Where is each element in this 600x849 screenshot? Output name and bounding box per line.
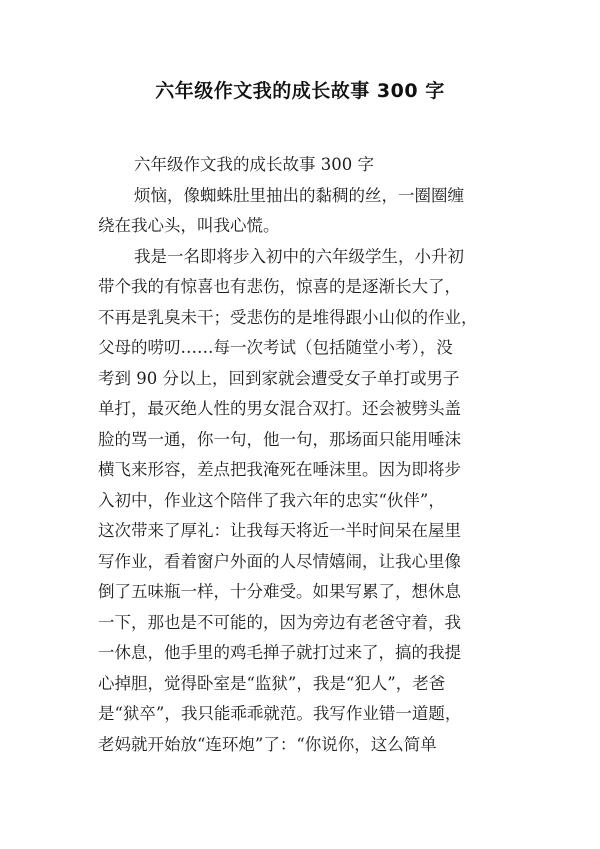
text-line: 烦恼，像蜘蛛肚里抽出的黏稠的丝，一圈圈缠 (134, 185, 464, 205)
text-line: 入初中，作业这个陪伴了我六年的忠实“伙伴”， (98, 490, 445, 510)
text-line: 单打，最灭绝人性的男女混合双打。还会被劈头盖 (98, 399, 461, 418)
text-line: 脸的骂一通，你一句，他一句，那场面只能用唾沫 (98, 429, 461, 449)
text-line: 这次带来了厚礼：让我每天将近一半时间呆在屋里 (98, 521, 461, 540)
text-line: 父母的唠叨……每一次考试（包括随堂小考），没 (98, 338, 453, 357)
text-line: 老妈就开始放“连环炮”了：“你说你，这么简单 (98, 734, 437, 754)
text-line: 带个我的有惊喜也有悲伤，惊喜的是逐渐长大了， (98, 277, 461, 296)
text-line: 一下，那也是不可能的，因为旁边有老爸守着，我 (98, 612, 461, 632)
text-line: 不再是乳臭未干；受悲伤的是堆得跟小山似的作业， (98, 307, 478, 327)
document-body (98, 150, 518, 760)
text-line: 绕在我心头，叫我心慌。 (98, 216, 280, 235)
text-line: 写作业，看着窗户外面的人尽情嬉闹，让我心里像 (98, 551, 461, 571)
text-line: 一休息，他手里的鸡毛掸子就打过来了，搞的我提 (98, 643, 461, 662)
document-title: 六年级作文我的成长故事 300 字 (155, 80, 445, 102)
text-line: 横飞来形容，差点把我淹死在唾沫里。因为即将步 (98, 460, 461, 479)
text-line: 心掉胆，觉得卧室是“监狱”，我是“犯人”，老爸 (98, 673, 446, 693)
text-line: 倒了五味瓶一样，十分难受。如果写累了，想休息 (98, 582, 461, 601)
text-line: 考到 90 分以上，回到家就会遭受女子单打或男子 (98, 368, 460, 388)
text-line: 我是一名即将步入初中的六年级学生，小升初 (134, 246, 464, 266)
text-line: 是“狱卒”，我只能乖乖就范。我写作业错一道题， (98, 704, 462, 723)
text-line: 六年级作文我的成长故事 300 字 (134, 155, 374, 174)
